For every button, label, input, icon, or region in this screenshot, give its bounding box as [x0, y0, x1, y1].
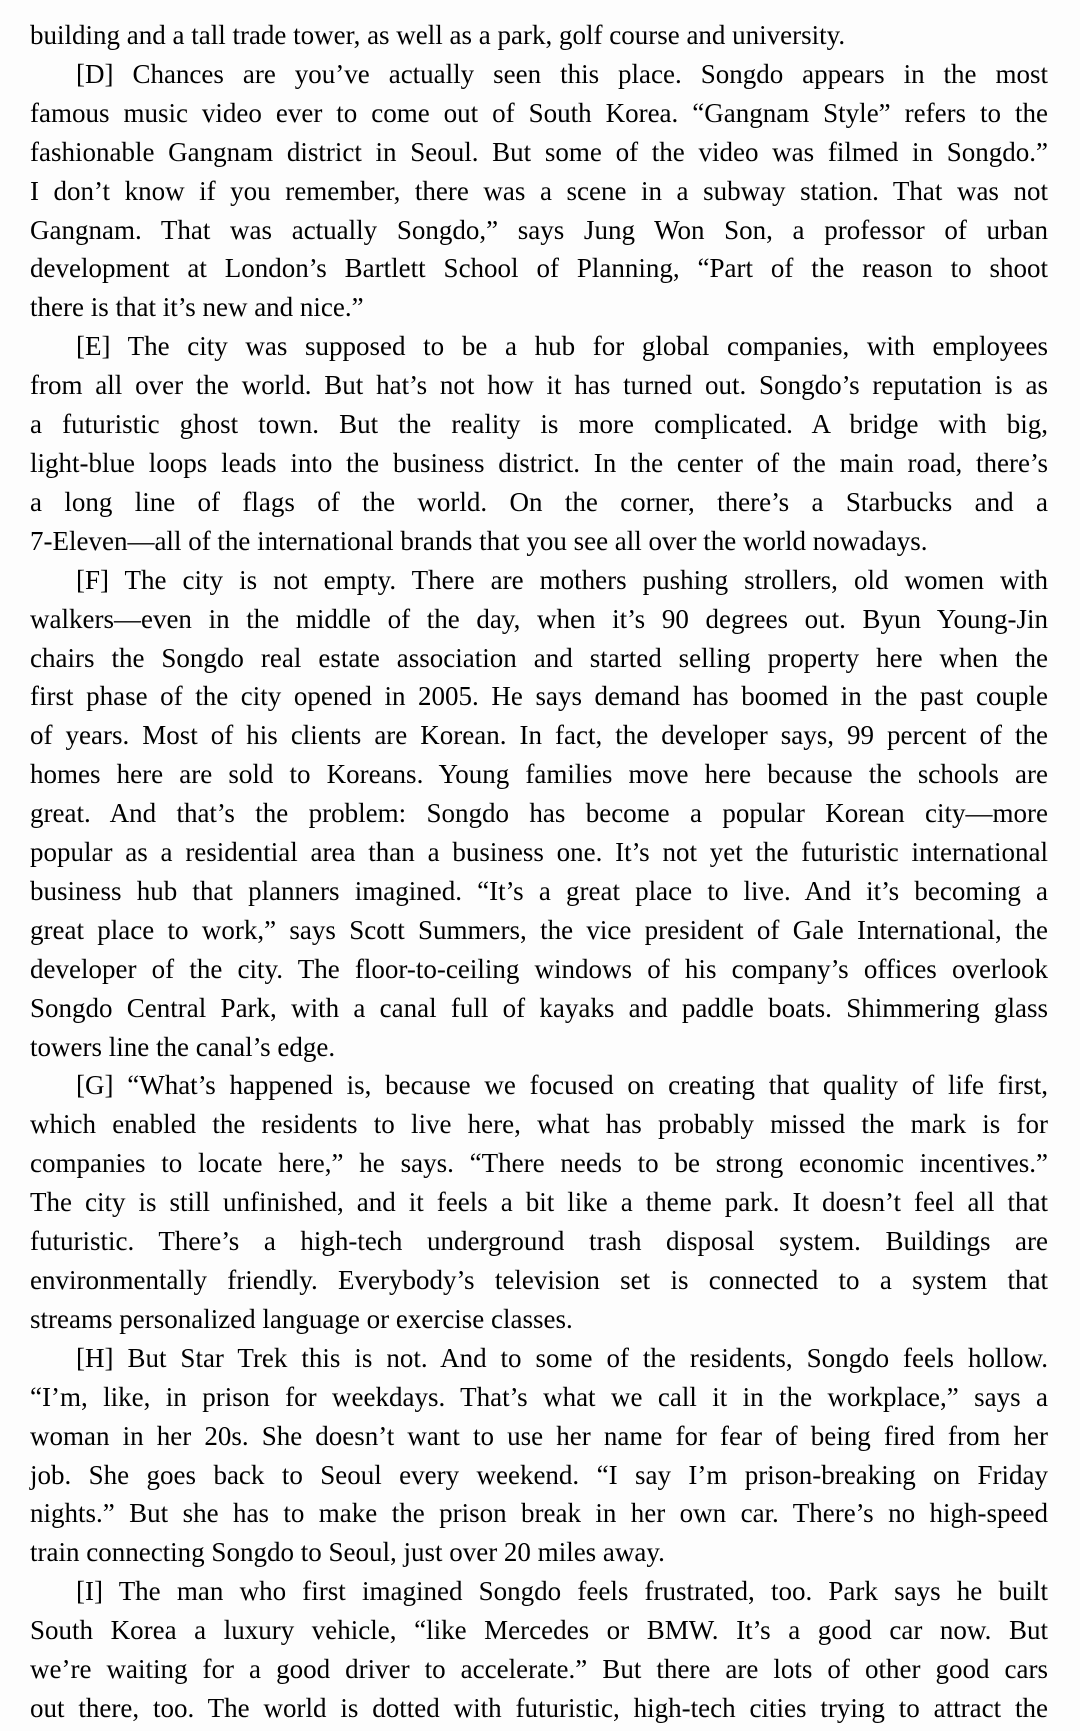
- text-line: companies to locate here,” he says. “There needs to be strong economic incentives.”: [30, 1148, 1048, 1179]
- text-line: there is that it’s new and nice.”: [30, 292, 364, 323]
- text-line: popular as a residential area than a business one. It’s not yet the futuristic international: [30, 837, 1048, 868]
- text-line: 7-Eleven—all of the international brands that you see all over the world nowadays.: [30, 525, 928, 556]
- text-line: [F] The city is not empty. There are mothers pushing strollers, old women with: [76, 564, 1048, 595]
- text-line: job. She goes back to Seoul every weekend. “I say I’m prison-breaking on Friday: [30, 1459, 1048, 1490]
- text-line: a long line of flags of the world. On the corner, there’s a Starbucks and a: [30, 486, 1048, 517]
- text-line: train connecting Songdo to Seoul, just over 20 miles away.: [30, 1537, 665, 1568]
- text-line: out there, too. The world is dotted with futuristic, high-tech cities trying to attract the: [30, 1692, 1048, 1723]
- text-line: a futuristic ghost town. But the reality is more complicated. A bridge with big,: [30, 409, 1048, 440]
- text-line: developer of the city. The floor-to-ceiling windows of his company’s offices overlook: [30, 953, 1048, 984]
- text-line: great. And that’s the problem: Songdo has become a popular Korean city—more: [30, 798, 1048, 829]
- text-line: [E] The city was supposed to be a hub for global companies, with employees: [76, 331, 1048, 362]
- text-line: “I’m, like, in prison for weekdays. That’s what we call it in the workplace,” says a: [30, 1381, 1048, 1412]
- text-line: of years. Most of his clients are Korean. In fact, the developer says, 99 percent of the: [30, 720, 1048, 751]
- text-line: development at London’s Bartlett School of Planning, “Part of the reason to shoot: [30, 253, 1048, 284]
- text-line: environmentally friendly. Everybody’s television set is connected to a system that: [30, 1265, 1048, 1295]
- text-line: homes here are sold to Koreans. Young families move here because the schools are: [30, 759, 1048, 790]
- text-line: South Korea a luxury vehicle, “like Mercedes or BMW. It’s a good car now. But: [30, 1615, 1048, 1646]
- text-line: nights.” But she has to make the prison break in her own car. There’s no high-speed: [30, 1498, 1048, 1529]
- text-line: [D] Chances are you’ve actually seen this place. Songdo appears in the most: [76, 58, 1048, 89]
- text-line: from all over the world. But hat’s not how it has turned out. Songdo’s reputation is as: [30, 370, 1048, 401]
- text-line: famous music video ever to come out of South Korea. “Gangnam Style” refers to the: [30, 97, 1048, 128]
- paragraph-H: [30, 1339, 1048, 1572]
- text-line: chairs the Songdo real estate association and started selling property here when the: [30, 642, 1048, 673]
- text-line: Songdo Central Park, with a canal full of kayaks and paddle boats. Shimmering glass: [30, 992, 1048, 1023]
- text-line: great place to work,” says Scott Summers, the vice president of Gale International, the: [30, 914, 1048, 945]
- text-line: fashionable Gangnam district in Seoul. But some of the video was filmed in Songdo.”: [30, 136, 1048, 167]
- text-line: The city is still unfinished, and it feels a bit like a theme park. It doesn’t feel all that: [30, 1187, 1048, 1218]
- paragraph-G: [30, 1066, 1048, 1338]
- paragraph-F: [30, 561, 1048, 1067]
- paragraph-I: [30, 1572, 1048, 1728]
- text-line: streams personalized language or exercise classes.: [30, 1303, 573, 1334]
- paragraph-E: [30, 327, 1048, 560]
- text-line: [I] The man who first imagined Songdo feels frustrated, too. Park says he built: [76, 1576, 1048, 1607]
- text-line: business hub that planners imagined. “It’s a great place to live. And it’s becoming a: [30, 875, 1048, 906]
- text-line: walkers—even in the middle of the day, when it’s 90 degrees out. Byun Young-Jin: [30, 603, 1048, 634]
- text-line: light-blue loops leads into the business district. In the center of the main road, there’s: [30, 447, 1048, 478]
- text-line: futuristic. There’s a high-tech underground trash disposal system. Buildings are: [30, 1226, 1048, 1257]
- paragraph-D: [30, 55, 1048, 327]
- text-line: [G] “What’s happened is, because we focused on creating that quality of life first,: [76, 1070, 1048, 1101]
- paragraph-continuation: [30, 16, 1048, 55]
- text-line: we’re waiting for a good driver to accelerate.” But there are lots of other good cars: [30, 1654, 1048, 1685]
- text-line: woman in her 20s. She doesn’t want to use her name for fear of being fired from her: [30, 1420, 1048, 1451]
- text-line: towers line the canal’s edge.: [30, 1031, 336, 1062]
- text-line: Gangnam. That was actually Songdo,” says Jung Won Son, a professor of urban: [30, 214, 1048, 245]
- text-line: building and a tall trade tower, as well as a park, golf course and university.: [30, 20, 846, 50]
- text-line: first phase of the city opened in 2005. He says demand has boomed in the past couple: [30, 681, 1048, 712]
- text-line: I don’t know if you remember, there was a scene in a subway station. That was not: [30, 175, 1048, 206]
- text-line: [H] But Star Trek this is not. And to some of the residents, Songdo feels hollow.: [76, 1342, 1048, 1373]
- text-line: which enabled the residents to live here, what has probably missed the mark is for: [30, 1109, 1048, 1140]
